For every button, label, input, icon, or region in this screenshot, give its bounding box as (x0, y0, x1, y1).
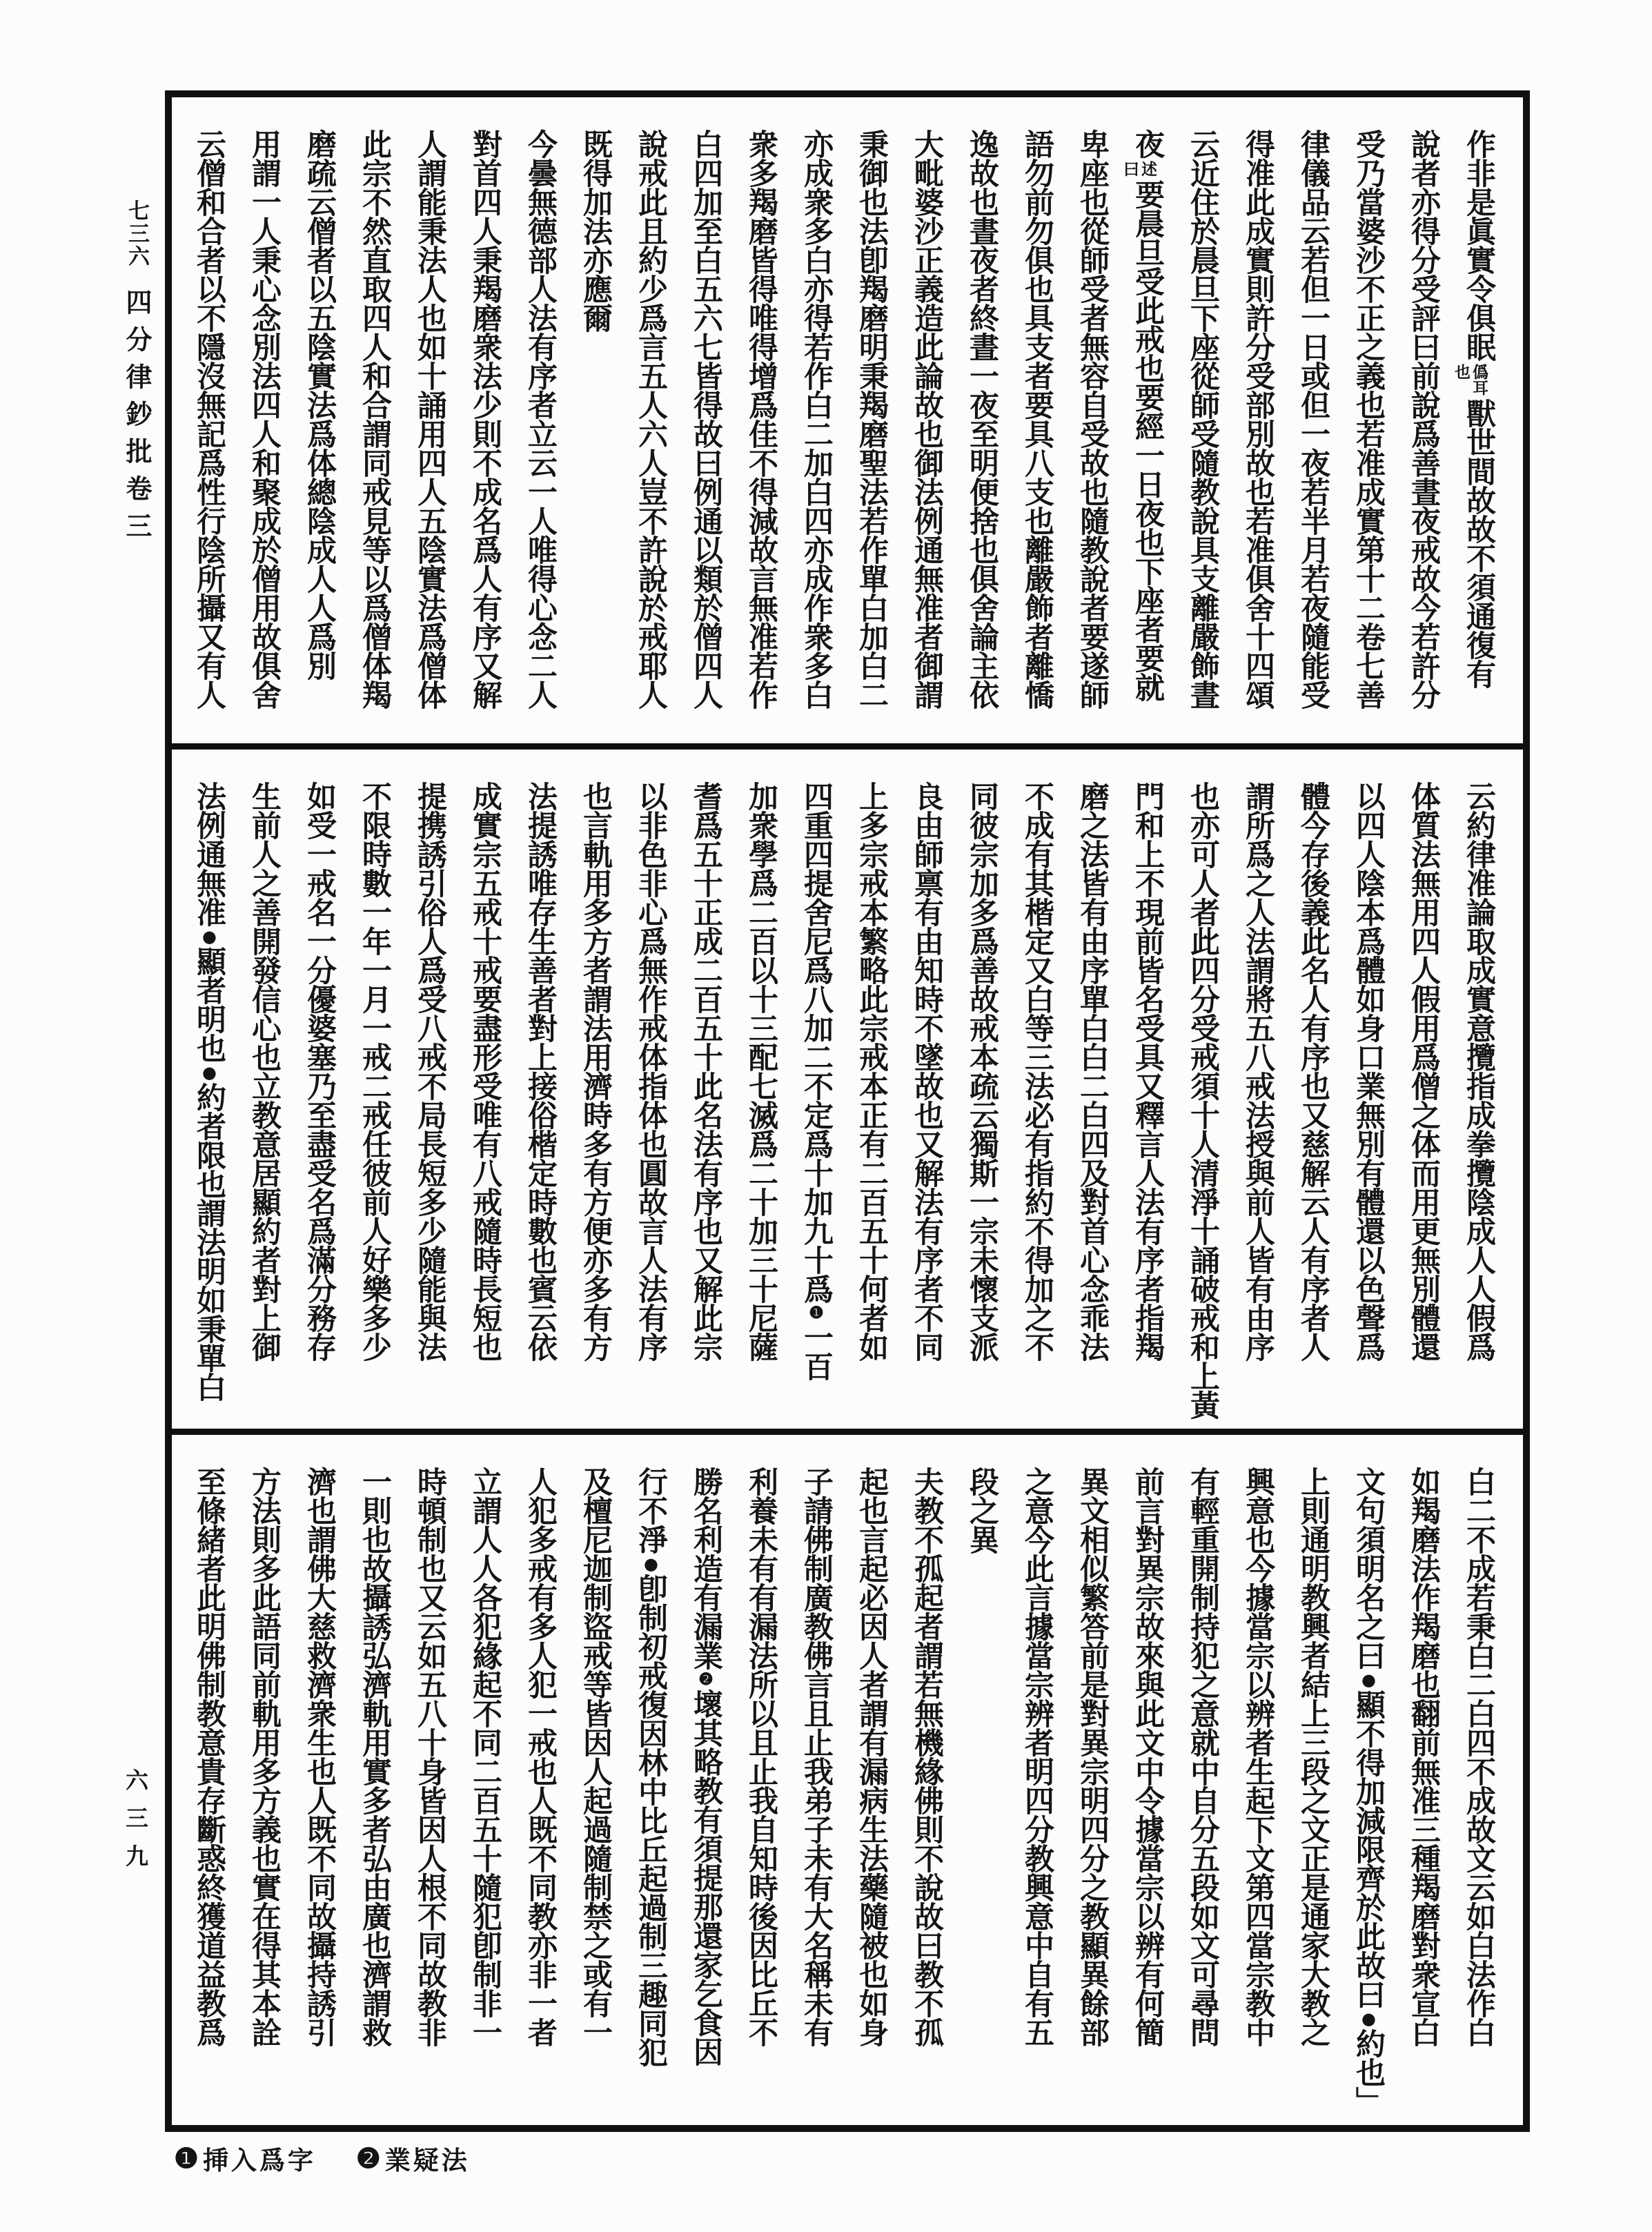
text-column: 法提誘唯存生善者對上接俗楷定時數也賓云依 (523, 781, 558, 1361)
volume-title: 四分律鈔批卷三 (121, 288, 153, 549)
text-column: 体質法無用四人假用爲僧之体而用更無別體還 (1406, 781, 1441, 1361)
editorial-mark: ● (1359, 2008, 1379, 2028)
text-column: 耆爲五十正成二百五十此名法有序也又解此宗 (689, 781, 723, 1361)
text-column: 以四人陰本爲體如身口業無別有體還以色聲爲 (1351, 781, 1386, 1361)
text-column: 說戒此且約少爲言五人六人豈不許說於戒耶人 (633, 129, 668, 709)
text-column: 前言對異宗故來與此文中令據當宗以辨有何簡 (1130, 1467, 1165, 2046)
text-column: 時頓制也又云如五八十身皆因人根不同故教非 (413, 1467, 447, 2046)
editorial-mark: ● (199, 1062, 219, 1082)
text-column: 異文相似繁答前是對異宗明四分之教顯異餘部 (1075, 1467, 1110, 2046)
text-column: 逸故也晝夜者終晝一夜至明便捨也俱舍論主依 (965, 129, 999, 709)
text-column: 四重四提舍尼爲八加二不定爲十加九十爲❶一百 (799, 781, 834, 1380)
text-column: 法例通無准●顯者明也●約者限也謂法明如秉單白 (192, 781, 226, 1401)
text-column: 以非色非心爲無作戒体指体也圓故言人法有序 (633, 781, 668, 1361)
text-register-top (172, 97, 1523, 743)
text-frame (165, 90, 1530, 2132)
text-column: 提携誘引俗人爲受八戒不局長短多少隨能與法 (413, 781, 447, 1361)
text-column: 磨之法皆有由序單白白二白四及對首心念乖法 (1075, 781, 1110, 1361)
text-column: 及檀尼迦制盜戒等皆因人起過隨制禁之或有一 (578, 1467, 613, 2046)
text-column: 行不淨●卽制初戒復因林中比丘起過制三趣同犯 (633, 1467, 668, 2066)
text-column: 上多宗戒本繁略此宗戒本正有二百五十何者如 (854, 781, 889, 1361)
footnote-text: 業疑法 (384, 2145, 470, 2175)
text-column: 此宗不然直取四人和合謂同戒見等以爲僧体羯 (357, 129, 392, 709)
text-column: 衆多羯磨皆得唯得增爲佳不得減故言無准若作 (744, 129, 778, 709)
text-column: 磨疏云僧者以五陰實法爲体總陰成人人爲別 (302, 129, 337, 680)
text-column: 之意今此言據當宗辨者明四分教興意中自有五 (1020, 1467, 1054, 2046)
text-column: 說者亦得分受評曰前說爲善晝夜戒故今若許分 (1406, 129, 1441, 709)
text-column: 加衆學爲二百以十三配七滅爲二十加三十尼薩 (744, 781, 778, 1361)
editorial-mark: ● (641, 1554, 661, 1574)
text-column: 濟也謂佛大慈救濟衆生也人既不同故攝持誘引 (302, 1467, 337, 2046)
text-column: 白二不成若秉白二白四不成故文云如白法作白 (1462, 1467, 1496, 2046)
text-column: 大毗婆沙正義造此論故也御法例通無准者御謂 (909, 129, 944, 709)
editorial-mark: ❶ (807, 1303, 827, 1322)
footnote-item (356, 2140, 470, 2177)
text-column: 有輕重開制持犯之意就中自分五段如文可尋問 (1186, 1467, 1220, 2046)
text-column: 利養未有有漏法所以且止我自知時後因比丘不 (744, 1467, 778, 2046)
editorial-mark: ● (199, 926, 219, 946)
text-column: 立謂人人各犯緣起不同二百五十隨犯卽制非一 (468, 1467, 502, 2046)
text-column: 上則通明教興者結上三段之文正是通家大教之 (1296, 1467, 1330, 2046)
inline-annotation: 僞耳 也 (1452, 364, 1488, 395)
text-column: 也言軌用多方者謂法用濟時多有方便亦多有方 (578, 781, 613, 1361)
text-column: 不成有其楷定又白等三法必有指約不得加之不 (1020, 781, 1054, 1361)
footnote-line (174, 2140, 470, 2177)
footnote-marker-1-icon: ❶ (174, 2142, 199, 2175)
text-column: 子請佛制廣教佛言且止我弟子未有大名稱未有 (799, 1467, 834, 2046)
text-column: 云僧和合者以不隱沒無記爲性行陰所攝又有人 (192, 129, 226, 709)
text-column: 夜 述 曰 要晨旦受此戒也要經一日夜也下座者要就 (1121, 129, 1165, 701)
text-column: 段之異 (965, 1467, 999, 1554)
text-column: 一則也故攝誘弘濟軌用實多者弘由廣也濟謂救 (357, 1467, 392, 2046)
text-column: 亦成衆多白亦得若作白二加白四亦成作衆多白 (799, 129, 834, 709)
text-column: 成實宗五戒十戒要盡形受唯有八戒隨時長短也 (468, 781, 502, 1361)
text-column: 起也言起必因人者謂有漏病生法藥隨被也如身 (854, 1467, 889, 2046)
text-column: 對首四人秉羯磨衆法少則不成名爲人有序又解 (468, 129, 502, 709)
text-column: 謂所爲之人法謂將五八戒法授與前人皆有由序 (1241, 781, 1275, 1361)
text-column: 門和上不現前皆名受具又釋言人法有序者指羯 (1130, 781, 1165, 1361)
text-register-middle (172, 743, 1523, 1429)
text-column: 今曇無德部人法有序者立云一人唯得心念二人 (523, 129, 558, 709)
text-column: 良由師禀有由知時不墜故也又解法有序者不同 (909, 781, 944, 1361)
inline-annotation: 述 曰 (1121, 161, 1157, 177)
text-column: 如羯磨法作羯磨也翻前無准三種羯磨對衆宣白 (1406, 1467, 1441, 2046)
text-column: 夫教不孤起者謂若無機緣佛則不說故曰教不孤 (909, 1467, 944, 2046)
text-column: 方法則多此語同前軌用多方義也實在得其本詮 (247, 1467, 282, 2046)
page-number-top: 七三六 (124, 199, 149, 268)
text-column: 云近住於晨旦下座從師受隨教說具支離嚴飾晝 (1186, 129, 1220, 709)
text-column: 用謂一人秉心念別法四人和聚成於僧用故俱舍 (247, 129, 282, 709)
text-column: 文句須明名之曰●顯不得加減限齊於此故曰●約也」 (1351, 1467, 1386, 2115)
footnote-marker-2-icon: ❷ (355, 2142, 381, 2175)
footnote-item (174, 2140, 316, 2177)
text-column: 如受一戒名一分優婆塞乃至盡受名爲滿分務存 (302, 781, 337, 1361)
footnote-text: 挿入爲字 (202, 2145, 316, 2175)
text-column: 人謂能秉法人也如十誦用四人五陰實法爲僧体 (413, 129, 447, 709)
text-register-bottom (172, 1429, 1523, 2125)
text-column: 不限時數一年一月一戒二戒任彼前人好樂多少 (357, 781, 392, 1361)
text-column: 云約律准論取成實意攬指成拳攬陰成人人假爲 (1462, 781, 1496, 1361)
text-column: 興意也今據當宗以辨者生起下文第四當宗教中 (1241, 1467, 1275, 2046)
editorial-mark: ● (1359, 1670, 1379, 1690)
text-column: 至條緒者此明佛制教意貴存斷惑終獲道益教爲 (192, 1467, 226, 2046)
editorial-mark: ❷ (696, 1670, 716, 1689)
text-column: 秉御也法卽羯磨明秉羯磨聖法若作單白加白二 (854, 129, 889, 709)
text-column: 受乃當婆沙不正之義也若准成實第十二卷七善 (1351, 129, 1386, 709)
text-column: 也亦可人者此四分受戒須十人清淨十誦破戒和上黃 (1186, 781, 1220, 1419)
text-column: 律儀品云若但一日或但一夜若半月若夜隨能受 (1296, 129, 1330, 709)
text-column: 體今存後義此名人有序也又慈解云人有序者人 (1296, 781, 1330, 1361)
text-column: 得准此成實則許分受部別故也若准俱舍十四頌 (1241, 129, 1275, 709)
text-column: 生前人之善開發信心也立教意居顯約者對上御 (247, 781, 282, 1361)
text-column: 人犯多戒有多人犯一戒也人既不同教亦非一者 (523, 1467, 558, 2046)
page-number-bottom: 六三九 (122, 1768, 149, 1882)
text-column: 同彼宗加多爲善故戒本疏云獨斯一宗未懷支派 (965, 781, 999, 1361)
text-column: 卑座也從師受者無容自受故也隨教說者要遂師 (1075, 129, 1110, 709)
text-column: 作非是眞實令俱眠 僞耳 也 獸世間故故不須通復有 (1452, 129, 1496, 688)
text-column: 語勿前勿俱也具支者要具八支也離嚴飾者離憍 (1020, 129, 1054, 709)
text-column: 勝名利造有漏業❷壞其略教有須提那還家乞食因 (689, 1467, 723, 2066)
text-column: 既得加法亦應爾 (578, 129, 613, 332)
text-column: 白四加至白五六七皆得故曰例通以類於僧四人 (689, 129, 723, 709)
